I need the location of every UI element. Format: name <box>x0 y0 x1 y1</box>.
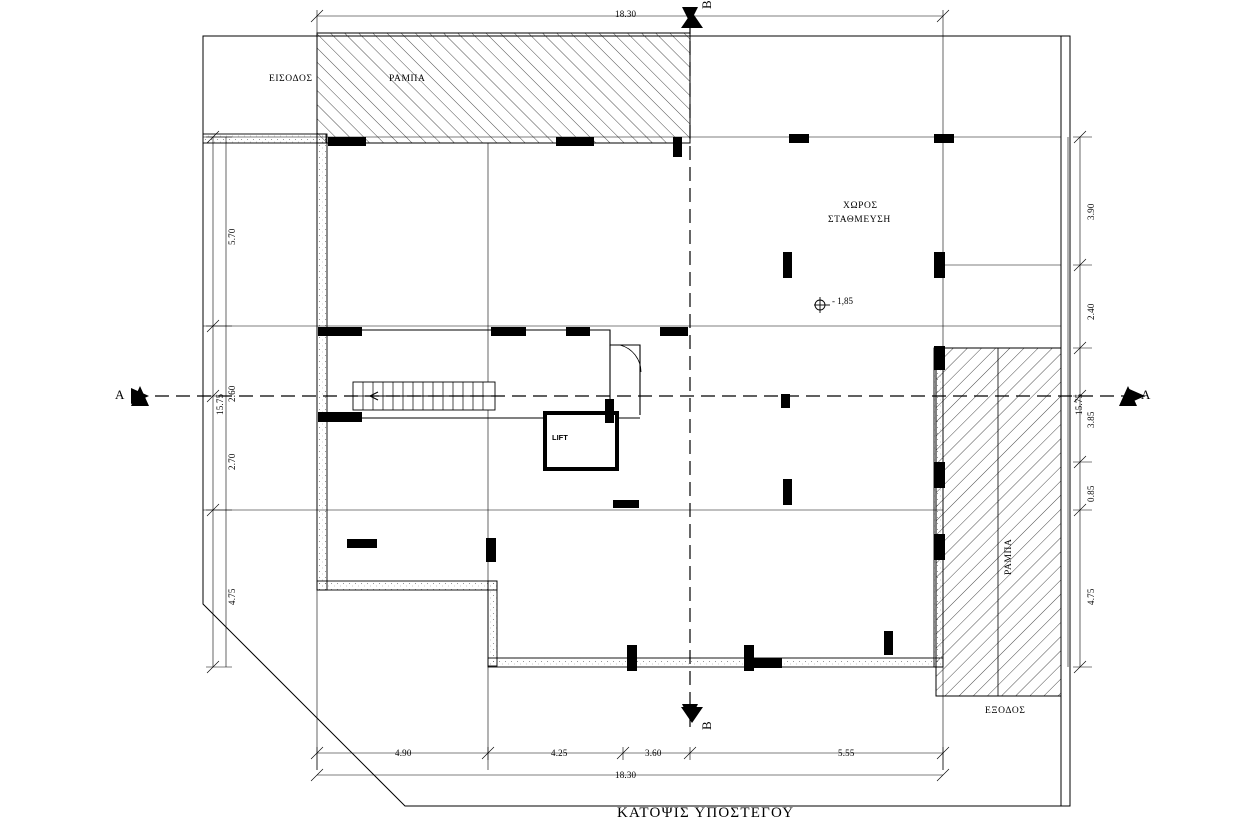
elevation-symbol <box>814 297 830 313</box>
section-mark-b-bottom: B <box>699 721 714 730</box>
dim-right-5: 4.75 <box>1086 588 1096 605</box>
dim-right-3: 3.85 <box>1086 411 1096 428</box>
dim-left-3: 2.70 <box>227 453 237 470</box>
drawing-geometry <box>131 7 1145 806</box>
dim-left-2: 2.60 <box>227 385 237 402</box>
dim-right-1: 3.90 <box>1086 203 1096 220</box>
ramp-top-area <box>317 33 690 143</box>
dim-left-4: 4.75 <box>227 588 237 605</box>
interior-walls <box>203 134 943 667</box>
elevation-value: - 1,85 <box>832 296 853 306</box>
dim-overall-bottom: 18.30 <box>615 770 637 780</box>
room-label-lift: LIFT <box>552 433 568 442</box>
dim-left-1: 5.70 <box>227 228 237 245</box>
dim-bottom-2: 4.25 <box>551 748 568 758</box>
drawing-title: ΚΑΤΟΨΙΣ ΥΠΟΣΤΕΓΟΥ <box>617 805 795 821</box>
dim-right-overall: 15.75 <box>1074 393 1084 415</box>
ramp-right-area <box>936 348 1061 696</box>
section-mark-a-right: A <box>1141 387 1151 402</box>
room-label-parking-line2: ΣΤΑΘΜΕΥΣΗ <box>828 215 891 225</box>
dim-bottom-3: 3.60 <box>645 748 662 758</box>
room-label-ramp-top: ΡΑΜΠΑ <box>389 74 426 84</box>
dim-left-overall: 15.75 <box>215 393 225 415</box>
dim-right-4: 0.85 <box>1086 485 1096 502</box>
room-label-entrance: ΕΙΣΟΔΟΣ <box>269 74 313 84</box>
dim-bottom-1: 4.90 <box>395 748 412 758</box>
dim-right-2: 2.40 <box>1086 303 1096 320</box>
dim-bottom-4: 5.55 <box>838 748 855 758</box>
section-mark-a-left: A <box>115 387 125 402</box>
room-label-exit: ΕΞΟΔΟΣ <box>985 706 1026 716</box>
room-label-ramp-right: ΡΑΜΠΑ <box>1004 538 1014 575</box>
section-mark-b-top: B <box>699 0 714 9</box>
dim-overall-top: 18.30 <box>615 9 637 19</box>
room-label-parking-line1: ΧΩΡΟΣ <box>843 201 878 211</box>
